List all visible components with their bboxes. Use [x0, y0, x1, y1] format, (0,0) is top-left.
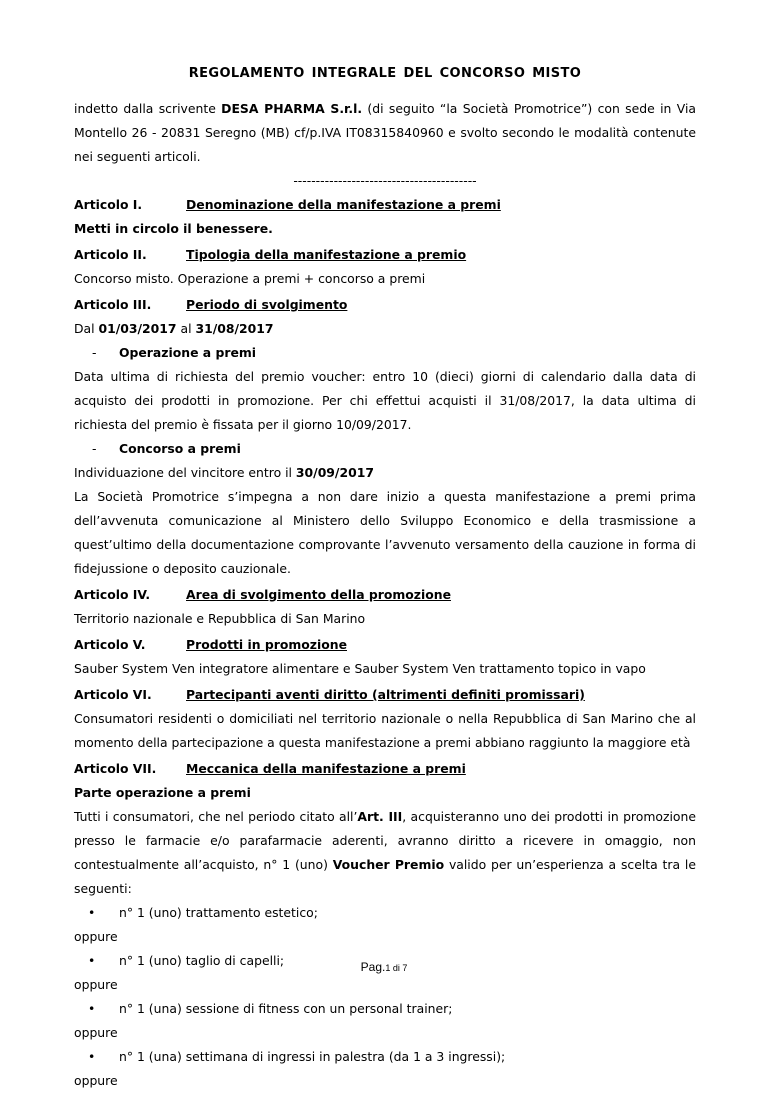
article-3-note: La Società Promotrice s’impegna a non dare inizio a questa manifestazione a premi prima dell’avvenuta comunicazione al Ministero dello Sviluppo Economico e della trasmissione a quest’ultimo della documentazione comprovante l’avvenuto versamento della cauzione in forma di fidejussione o deposito cauzionale.: [74, 489, 696, 576]
article-title: Partecipanti aventi diritto (altrimenti definiti promissari): [186, 687, 585, 702]
intro-text: indetto dalla scrivente: [74, 101, 222, 116]
company-name: DESA PHARMA S.r.l.: [221, 101, 363, 116]
article-title: Periodo di svolgimento: [186, 297, 348, 312]
article-7-body: [74, 805, 696, 901]
or-text: oppure: [74, 1073, 118, 1088]
subsection-concorso-body: [74, 461, 696, 485]
article-4-body: Territorio nazionale e Repubblica di San Marino: [74, 611, 366, 626]
mechanic-text: Tutti i consumatori, che nel periodo citato all’: [74, 809, 358, 824]
article-4-heading: [74, 583, 696, 607]
article-2-body: Concorso misto. Operazione a premi + concorso a premi: [74, 271, 426, 286]
dash-marker: -: [92, 441, 97, 456]
bullet-icon: •: [88, 1049, 96, 1064]
article-number: Articolo IV.: [74, 587, 151, 602]
separator: -----------------------------------------: [293, 173, 477, 188]
winner-text: Individuazione del vincitore entro il: [74, 465, 296, 480]
page-footer: [0, 960, 768, 974]
dash-marker: -: [92, 345, 97, 360]
article-1-heading: [74, 193, 696, 217]
subsection-operazione: [74, 341, 696, 365]
winner-date: 30/09/2017: [295, 465, 374, 480]
article-title: Area di svolgimento della promozione: [186, 587, 451, 602]
intro-text-cont: (di seguito “la Società Promotrice”) con sede in Via Montello 26 - 20831 Seregno (MB) cf/p.IVA IT08315840960 e svolto secondo le modalità contenute nei seguenti articoli.: [74, 101, 696, 164]
article-number: Articolo I.: [74, 197, 143, 212]
bullet-icon: •: [88, 953, 96, 968]
list-item: [74, 901, 696, 925]
article-1-body: Metti in circolo il benessere.: [74, 221, 273, 236]
article-7-heading: [74, 757, 696, 781]
or-text: oppure: [74, 1025, 118, 1040]
mechanic-text-cont: , acquisteranno uno dei prodotti in promozione presso le farmacie e/o parafarmacie aderenti, avranno diritto a ricevere in omaggio, non contestualmente all’acquisto, n° 1 (uno): [74, 809, 696, 872]
article-3-heading: [74, 293, 696, 317]
article-5-body: Sauber System Ven integratore alimentare e Sauber System Ven trattamento topico in vapo: [74, 661, 646, 676]
bullet-icon: •: [88, 1001, 96, 1016]
period-prefix: Dal: [74, 321, 99, 336]
article-title: Tipologia della manifestazione a premio: [186, 247, 467, 262]
article-6-body: Consumatori residenti o domiciliati nel territorio nazionale o nella Repubblica di San Marino che al momento della partecipazione a questa manifestazione a premi abbiano raggiunto la maggiore età: [74, 711, 696, 750]
article-reference: Art. III: [357, 809, 403, 824]
mechanic-text-end: valido per un’esperienza a scelta tra le seguenti:: [74, 857, 696, 896]
list-item-text: n° 1 (una) settimana di ingressi in palestra (da 1 a 3 ingressi);: [119, 1049, 506, 1064]
list-item: [74, 997, 696, 1021]
list-item-text: n° 1 (uno) trattamento estetico;: [119, 905, 318, 920]
article-7-subhead: Parte operazione a premi: [74, 785, 251, 800]
article-number: Articolo VII.: [74, 761, 157, 776]
period-start-date: 01/03/2017: [98, 321, 177, 336]
list-item-text: n° 1 (una) sessione di fitness con un personal trainer;: [119, 1001, 453, 1016]
subsection-concorso: [74, 437, 696, 461]
subsection-operazione-body: Data ultima di richiesta del premio voucher: entro 10 (dieci) giorni di calendario dalla data di acquisto dei prodotti in promozione. Per chi effettui acquisti il 31/08/2017, la data ultima di richiesta del premio è fissata per il giorno 10/09/2017.: [74, 369, 696, 432]
article-title: Meccanica della manifestazione a premi: [186, 761, 466, 776]
intro-paragraph: [74, 97, 696, 169]
or-text: oppure: [74, 929, 118, 944]
page-number: 1: [385, 963, 391, 973]
subsection-title: Concorso a premi: [119, 441, 241, 456]
article-number: Articolo V.: [74, 637, 146, 652]
article-title: Denominazione della manifestazione a premi: [186, 197, 501, 212]
voucher-label: Voucher Premio: [332, 857, 445, 872]
article-2-heading: [74, 243, 696, 267]
article-6-heading: [74, 683, 696, 707]
article-title: Prodotti in promozione: [186, 637, 347, 652]
article-number: Articolo II.: [74, 247, 147, 262]
article-3-period: [74, 317, 696, 341]
list-item: [74, 1045, 696, 1069]
period-end-date: 31/08/2017: [195, 321, 274, 336]
bullet-icon: •: [88, 905, 96, 920]
document-body: [74, 66, 696, 1093]
page-label: Pag.: [360, 960, 386, 974]
page-total: di 7: [390, 963, 408, 973]
list-item-text: n° 1 (uno) taglio di capelli;: [119, 953, 285, 968]
article-number: Articolo VI.: [74, 687, 152, 702]
article-number: Articolo III.: [74, 297, 152, 312]
subsection-title: Operazione a premi: [119, 345, 257, 360]
document-title: REGOLAMENTO INTEGRALE DEL CONCORSO MISTO: [188, 66, 582, 81]
period-mid: al: [176, 321, 196, 336]
article-5-heading: [74, 633, 696, 657]
or-text: oppure: [74, 977, 118, 992]
